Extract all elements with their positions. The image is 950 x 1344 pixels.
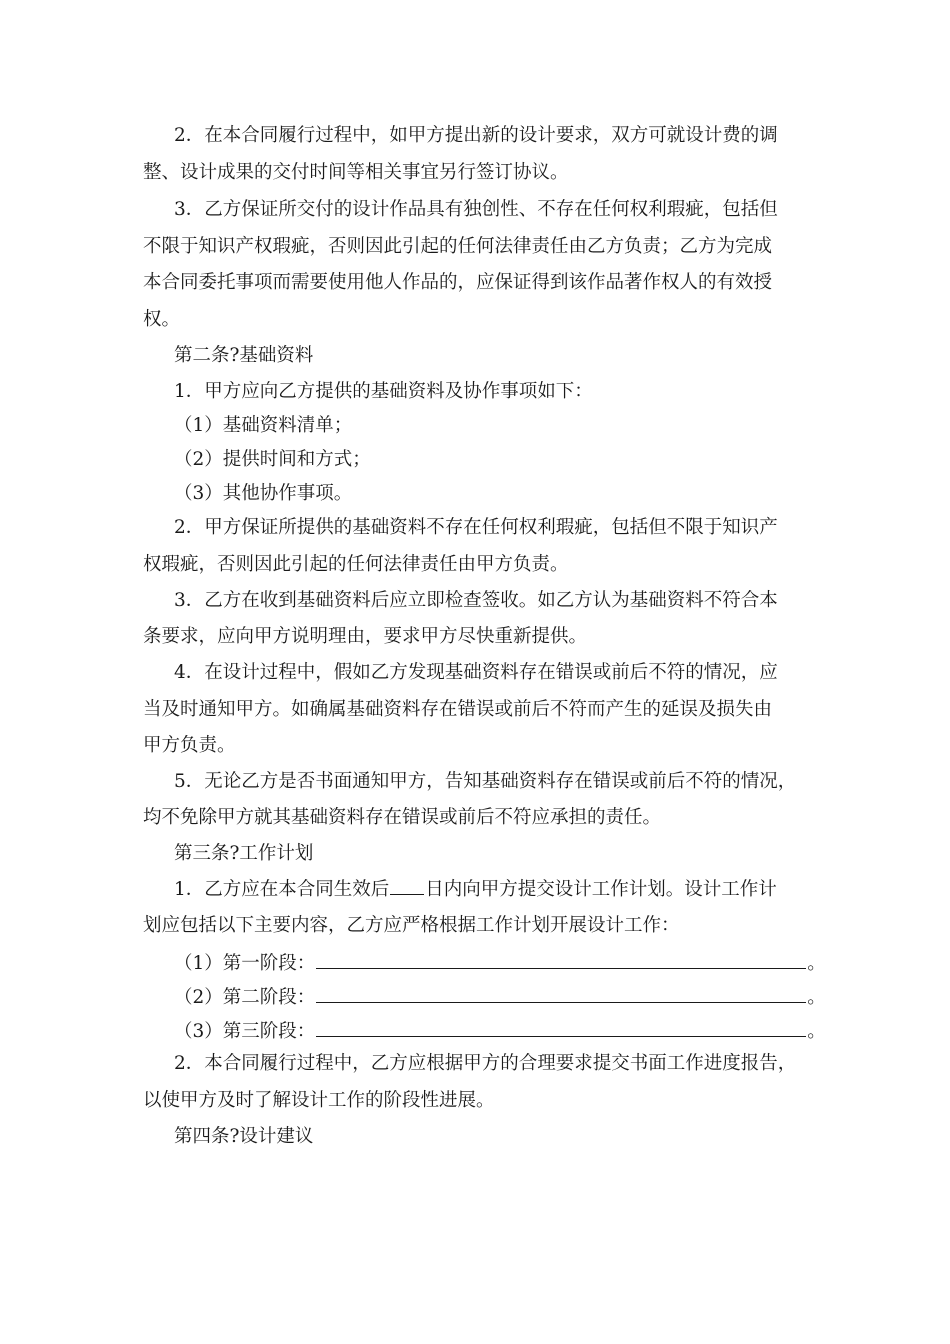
stage-3-row — [174, 1018, 826, 1044]
paragraph-3-line-1: 3．乙方保证所交付的设计作品具有独创性、不存在任何权利瑕疵，包括但 — [174, 199, 778, 220]
article-2-clause-5-line-1: 5．无论乙方是否书面通知甲方，告知基础资料存在错误或前后不符的情况， — [174, 771, 797, 792]
article-3-clause-2-line-2: 以使甲方及时了解设计工作的阶段性进展。 — [143, 1090, 495, 1111]
article-2-clause-1-item-3: （3）其他协作事项。 — [174, 483, 353, 504]
stage-1-row — [174, 950, 826, 976]
paragraph-3-line-2: 不限于知识产权瑕疵，否则因此引起的任何法律责任由乙方负责；乙方为完成 — [143, 236, 773, 257]
paragraph-3-line-4: 权。 — [143, 309, 181, 330]
article-3-heading: 第三条?工作计划 — [174, 843, 314, 864]
article-2-clause-1-item-1: （1）基础资料清单； — [174, 415, 353, 436]
clause-1-prefix: 1．乙方应在本合同生效后 — [174, 879, 390, 900]
days-blank-field[interactable] — [390, 878, 424, 895]
article-3-clause-1-line-1 — [174, 878, 777, 902]
stage-1-label: （1）第一阶段： — [174, 953, 316, 974]
article-2-clause-2-line-1: 2．甲方保证所提供的基础资料不存在任何权利瑕疵，包括但不限于知识产 — [174, 517, 778, 538]
article-2-heading: 第二条?基础资料 — [174, 345, 314, 366]
article-2-clause-2-line-2: 权瑕疵，否则因此引起的任何法律责任由甲方负责。 — [143, 554, 569, 575]
article-2-clause-4-line-2: 当及时通知甲方。如确属基础资料存在错误或前后不符而产生的延误及损失由 — [143, 699, 773, 720]
article-2-clause-4-line-1: 4．在设计过程中，假如乙方发现基础资料存在错误或前后不符的情况，应 — [174, 662, 778, 683]
article-3-clause-1-line-2: 划应包括以下主要内容，乙方应严格根据工作计划开展设计工作： — [143, 915, 680, 936]
stage-2-blank-field[interactable] — [316, 984, 806, 1003]
article-2-clause-3-line-1: 3．乙方在收到基础资料后应立即检查签收。如乙方认为基础资料不符合本 — [174, 590, 778, 611]
stage-2-row — [174, 984, 826, 1010]
stage-3-blank-field[interactable] — [316, 1018, 806, 1037]
article-4-heading: 第四条?设计建议 — [174, 1126, 314, 1147]
article-3-clause-2-line-1: 2．本合同履行过程中，乙方应根据甲方的合理要求提交书面工作进度报告， — [174, 1053, 797, 1074]
stage-2-label: （2）第二阶段： — [174, 987, 316, 1008]
stage-2-period: 。 — [807, 987, 826, 1008]
stage-1-blank-field[interactable] — [316, 950, 806, 969]
stage-3-label: （3）第三阶段： — [174, 1021, 316, 1042]
article-2-clause-1-item-2: （2）提供时间和方式； — [174, 449, 371, 470]
clause-1-suffix: 日内向甲方提交设计工作计划。设计工作计 — [425, 879, 777, 900]
paragraph-2-line-2: 整、设计成果的交付时间等相关事宜另行签订协议。 — [143, 162, 569, 183]
stage-3-period: 。 — [807, 1021, 826, 1042]
paragraph-2-line-1: 2．在本合同履行过程中，如甲方提出新的设计要求，双方可就设计费的调 — [174, 125, 778, 146]
stage-1-period: 。 — [807, 953, 826, 974]
article-2-clause-5-line-2: 均不免除甲方就其基础资料存在错误或前后不符应承担的责任。 — [143, 807, 662, 828]
article-2-clause-1: 1．甲方应向乙方提供的基础资料及协作事项如下： — [174, 381, 593, 402]
article-2-clause-4-line-3: 甲方负责。 — [143, 735, 236, 756]
article-2-clause-3-line-2: 条要求，应向甲方说明理由，要求甲方尽快重新提供。 — [143, 626, 588, 647]
paragraph-3-line-3: 本合同委托事项而需要使用他人作品的，应保证得到该作品著作权人的有效授 — [143, 272, 773, 293]
